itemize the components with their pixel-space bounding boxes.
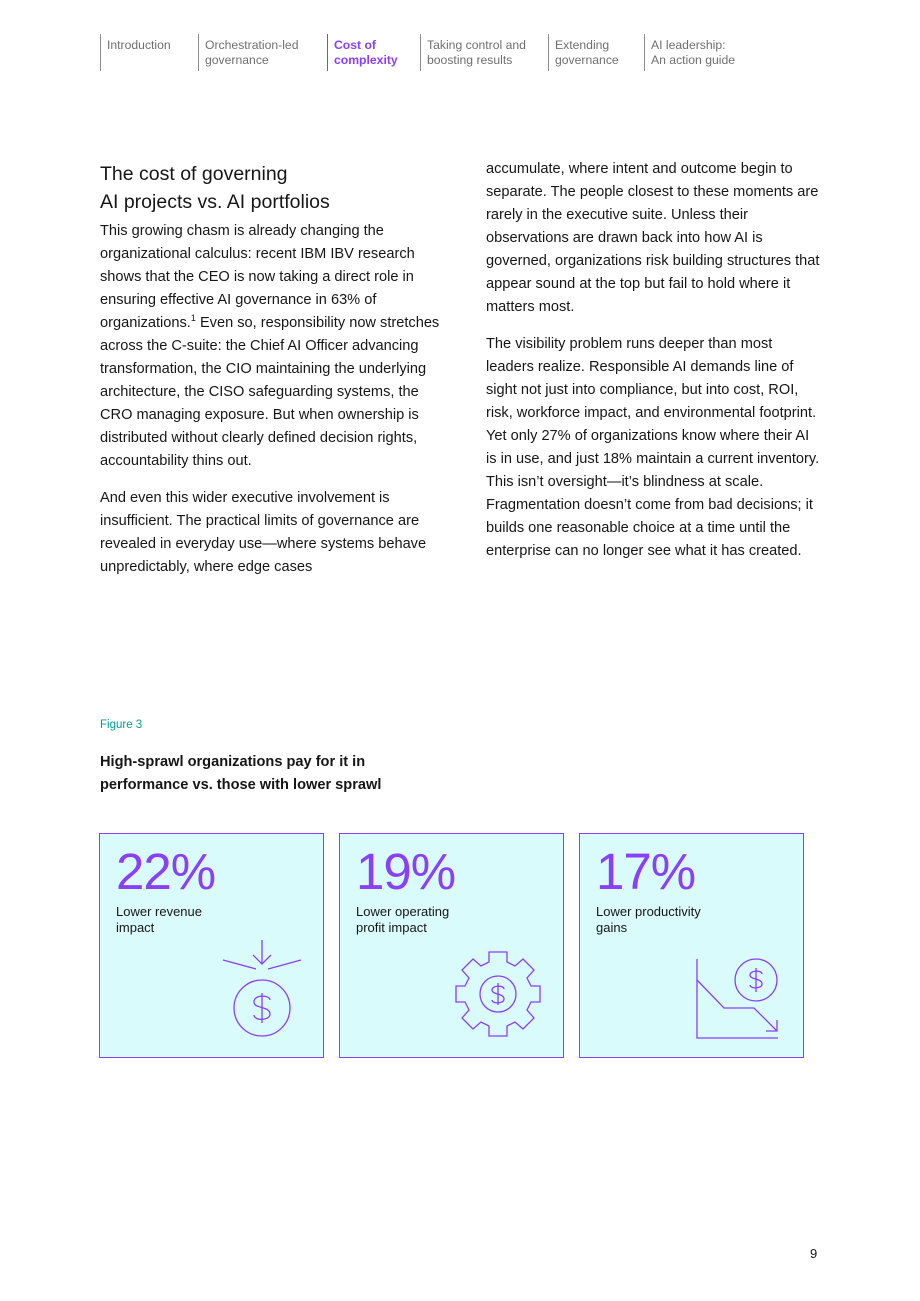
stat-card-revenue [99,833,324,1058]
nav-item-label: Taking control and boosting results [427,38,526,67]
paragraph: The visibility problem runs deeper than most leaders realize. Responsible AI demands line of sight not just into compliance, but into cost, ROI, risk, workforce impact, and environmental footprint. Yet only 27% of organizations know where their AI is in use, and just 18% maintain a current inventory. This isn’t oversight—it’s blindness at scale. Fragmentation doesn’t come from bad decisions; it builds one reasonable choice at a time until the enterprise can no longer see what it has created. [486,336,820,559]
figure-title: High-sprawl organizations pay for it in performance vs. those with lower sprawl [100,754,382,793]
stat-value: 17% [596,843,696,900]
nav-item-introduction[interactable] [100,34,198,71]
paragraph-text: Even so, responsibility now stretches across the C-suite: the Chief AI Officer advancing transformation, the CIO maintaining the underlying architecture, the CISO safeguarding systems, the CRO managing exposure. But when ownership is distributed without clearly defined decision rights, accountability thins out. [100,315,440,469]
section-title-line-1: The cost of governing [100,163,288,185]
nav-item-cost-of-complexity[interactable] [327,34,420,71]
paragraph-text: This growing chasm is already changing the organizational calculus: recent IBM IBV research shows that the CEO is now taking a direct role in ensuring effective AI governance in 63% of organizations. [100,223,415,331]
nav-item-label: Introduction [107,38,171,52]
stat-value: 22% [116,843,216,900]
figure-label-text: Figure 3 [100,719,143,731]
section-title-line-2: AI projects vs. AI portfolios [100,191,330,213]
nav-item-extending-governance[interactable] [548,34,644,71]
nav-item-taking-control[interactable] [420,34,548,71]
dollar-coin-arrow-icon [220,938,306,1040]
page-number: 9 [810,1246,818,1261]
stat-label: Lower productivity gains [596,904,701,935]
stat-value: 19% [356,843,456,900]
declining-chart-dollar-icon [694,954,784,1042]
stat-label: Lower revenue impact [116,904,202,935]
nav-item-label: Extending governance [555,38,619,67]
right-column [486,158,822,577]
paragraph: And even this wider executive involvement is insufficient. The practical limits of governance are revealed in everyday use—where systems behave unpredictably, where edge cases [100,490,427,575]
nav-item-label: Orchestration-led governance [205,38,299,67]
nav-item-ai-leadership[interactable] [644,34,754,71]
nav-item-label: Cost of complexity [334,38,398,67]
nav-item-label: AI leadership: An action guide [651,38,736,67]
stat-label: Lower operating profit impact [356,904,450,935]
nav-item-orchestration-led-governance[interactable] [198,34,327,71]
figure-label [100,719,142,731]
section-title [100,160,440,216]
paragraph: accumulate, where intent and outcome begin to separate. The people closest to these moments are rarely in the executive suite. Unless their observations are drawn back into how AI is governed, organizations risk building structures that appear sound at the top but fail to hold where it matters most. [486,161,820,315]
footnote-ref[interactable]: 1 [190,313,196,324]
stat-card-operating-profit [339,833,564,1058]
paragraph [100,220,440,473]
dollar-gear-icon [452,948,544,1040]
left-column [100,220,440,593]
stat-card-productivity [579,833,804,1058]
